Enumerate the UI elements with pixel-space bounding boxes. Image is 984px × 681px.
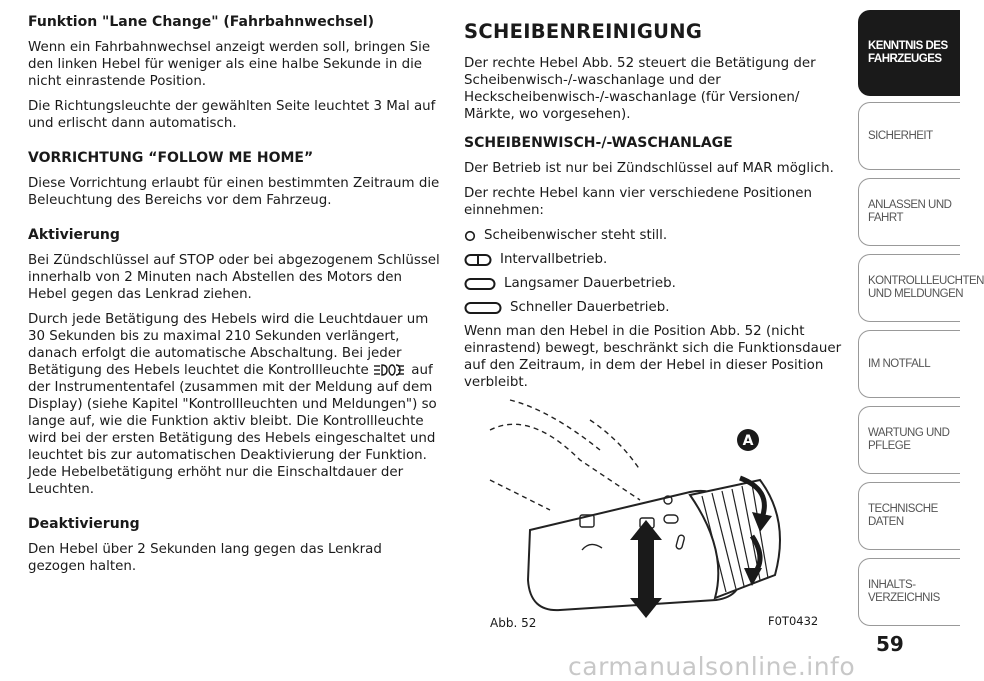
paragraph: Wenn man den Hebel in die Position Abb. 52 (nicht einrastend) bewegt, beschränkt sich die Funktionsdauer auf den Zeitraum, in dem der Hebel in dieser Position verbleibt. bbox=[464, 324, 842, 390]
wiper-slow-icon bbox=[464, 277, 496, 291]
position-label: Intervallbetrieb. bbox=[500, 252, 608, 267]
heading-follow-me-home: VORRICHTUNG “FOLLOW ME HOME” bbox=[28, 150, 314, 166]
figure-code: F0T0432 bbox=[768, 614, 819, 628]
paragraph: Der rechte Hebel Abb. 52 steuert die Betätigung der Scheibenwisch-/-waschanlage und der Heckscheibenwisch-/-waschanlage (für Versionen/ Märkte, wo vorgesehen). bbox=[464, 56, 816, 122]
tab-im-notfall[interactable]: IM NOTFALL bbox=[858, 330, 960, 398]
paragraph: Die Richtungsleuchte der gewählten Seite leuchtet 3 Mal auf und erlischt dann automatisch. bbox=[28, 99, 436, 131]
watermark: carmanualsonline.info bbox=[568, 652, 856, 681]
position-item bbox=[464, 275, 844, 292]
position-item bbox=[464, 251, 844, 268]
tab-sicherheit[interactable]: SICHERHEIT bbox=[858, 102, 960, 170]
paragraph: Den Hebel über 2 Sekunden lang gegen das Lenkrad gezogen halten. bbox=[28, 542, 382, 574]
chapter-tabs bbox=[858, 0, 984, 678]
heading-scheibenwisch: SCHEIBENWISCH-/-WASCHANLAGE bbox=[464, 135, 733, 151]
position-item bbox=[464, 299, 844, 316]
heading-aktivierung: Aktivierung bbox=[28, 227, 120, 243]
paragraph bbox=[28, 311, 443, 498]
position-label: Langsamer Dauerbetrieb. bbox=[504, 276, 676, 291]
tab-technische-daten[interactable]: TECHNISCHE DATEN bbox=[858, 482, 960, 550]
follow-me-home-icon bbox=[373, 363, 407, 377]
paragraph: Diese Vorrichtung erlaubt für einen bestimmten Zeitraum die Beleuchtung des Bereichs vor dem Fahrzeug. bbox=[28, 176, 440, 208]
figure-caption: Abb. 52 bbox=[490, 616, 537, 630]
wiper-lever-illustration bbox=[490, 400, 820, 632]
tab-inhaltsverzeichnis[interactable]: INHALTS-VERZEICHNIS bbox=[858, 558, 960, 626]
section-title: SCHEIBENREINIGUNG bbox=[464, 20, 703, 43]
tab-anlassen-und-fahrt[interactable]: ANLASSEN UND FAHRT bbox=[858, 178, 960, 246]
heading-lane-change: Funktion "Lane Change" (Fahrbahnwechsel) bbox=[28, 14, 374, 30]
page-number: 59 bbox=[876, 632, 904, 656]
tab-wartung-und-pflege[interactable]: WARTUNG UND PFLEGE bbox=[858, 406, 960, 474]
wiper-off-icon bbox=[464, 230, 476, 242]
left-column bbox=[28, 14, 443, 583]
figure-badge-label: A bbox=[742, 433, 754, 449]
position-label: Schneller Dauerbetrieb. bbox=[510, 300, 670, 315]
position-label: Scheibenwischer steht still. bbox=[484, 228, 668, 243]
paragraph: Bei Zündschlüssel auf STOP oder bei abgezogenem Schlüssel innerhalb von 2 Minuten nach Abstellen des Motors den Hebel gegen das Lenkrad ziehen. bbox=[28, 253, 440, 302]
position-item bbox=[464, 227, 844, 244]
heading-deaktivierung: Deaktivierung bbox=[28, 516, 140, 532]
tab-kontrollleuchten[interactable]: KONTROLLLEUCHTEN UND MELDUNGEN bbox=[858, 254, 960, 322]
wiper-interval-icon bbox=[464, 253, 492, 267]
paragraph: Der rechte Hebel kann vier verschiedene Positionen einnehmen: bbox=[464, 186, 813, 218]
paragraph: Der Betrieb ist nur bei Zündschlüssel auf MAR möglich. bbox=[464, 161, 834, 176]
paragraph: Wenn ein Fahrbahnwechsel anzeigt werden soll, bringen Sie den linken Hebel für weniger als eine halbe Sekunde in die nicht einrastende Position. bbox=[28, 40, 431, 89]
paragraph-part: Durch jede Betätigung des Hebels wird die Leuchtdauer um 30 Sekunden bis zu maximal 210 Sekunden verlängert, danach erfolgt die automatische Abschaltung. Bei jeder Betätigung des Hebels leuchtet die Kontrollleuchte bbox=[28, 312, 429, 378]
wiper-fast-icon bbox=[464, 301, 502, 315]
tab-kenntnis-des-fahrzeuges[interactable]: KENNTNIS DES FAHRZEUGES bbox=[858, 10, 960, 96]
paragraph-part: auf der Instrumententafel (zusammen mit der Meldung auf dem Display) (siehe Kapitel "Kontrollleuchten und Meldungen") so lange auf, wie die Funktion aktiv bleibt. Die Kontrollleuchte wird bei der ersten Betätigung des Hebels eingeschaltet und leuchtet bis zur automatischen Deaktivierung der Funktion. Jede Hebelbetätigung erhöht nur die Einschaltdauer der Leuchten. bbox=[28, 363, 437, 497]
right-column bbox=[464, 14, 844, 399]
